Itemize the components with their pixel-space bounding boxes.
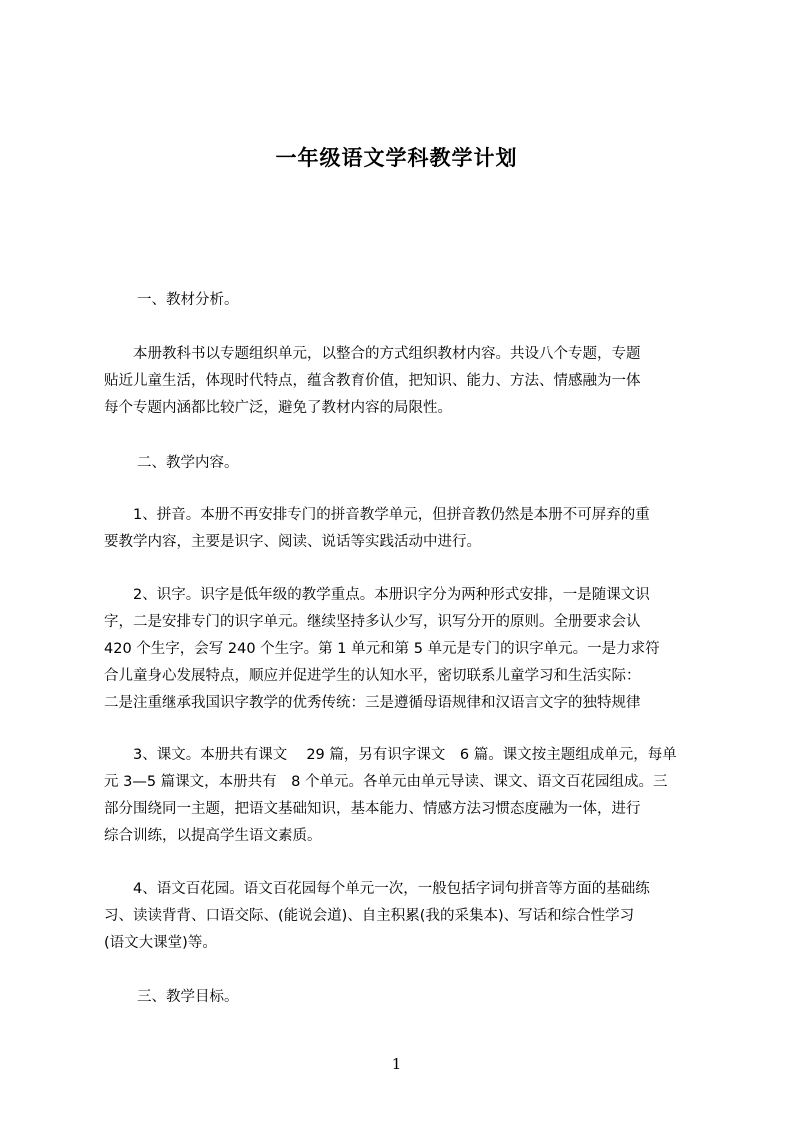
section-heading-teaching-goals: 三、教学目标。	[137, 989, 239, 1005]
text-line: 部分围绕同一主题，把语文基础知识，基本能力、情感方法习惯态度融为一体，进行	[104, 801, 641, 817]
text-line: 元 3—5 篇课文，本册共有 8 个单元。各单元由单元导读、课文、语文百花园组成。三	[104, 774, 668, 790]
section-heading-textbook-analysis: 一、教材分析。	[137, 292, 239, 308]
text-line: 4、语文百花园。语文百花园每个单元一次，一般包括字词句拼音等方面的基础练	[104, 881, 650, 897]
paragraph-texts	[104, 742, 700, 850]
text-line: 420 个生字，会写 240 个生字。第 1 单元和第 5 单元是专门的识字单元。一是力求符	[104, 641, 660, 657]
text-line: 要教学内容，主要是识字、阅读、说话等实践活动中进行。	[104, 534, 481, 550]
text-line: 习、读读背背、口语交际、(能说会道)、自主积累(我的采集本)、写话和综合性学习	[104, 908, 635, 924]
document-title: 一年级语文学科教学计划	[275, 146, 518, 170]
text-line: 2、识字。识字是低年级的教学重点。本册识字分为两种形式安排，一是随课文识	[104, 587, 650, 603]
text-line: 合儿童身心发展特点，顺应并促进学生的认知水平，密切联系儿童学习和生活实际：	[104, 668, 641, 684]
paragraph-textbook-analysis	[104, 341, 700, 422]
text-line: 本册教科书以专题组织单元，以整合的方式组织教材内容。共设八个专题，专题	[104, 346, 641, 362]
paragraph-chinese-garden	[104, 876, 700, 957]
text-line: 3、课文。本册共有课文 29 篇，另有识字课文 6 篇。课文按主题组成单元，每单	[104, 747, 677, 763]
text-line: 字，二是安排专门的识字单元。继续坚持多认少写，识写分开的原则。全册要求会认	[104, 614, 641, 630]
text-line: 二是注重继承我国识字教学的优秀传统：三是遵循母语规律和汉语言文字的独特规律	[104, 695, 641, 711]
paragraph-pinyin	[104, 502, 700, 556]
text-line: (语文大课堂)等。	[104, 935, 217, 951]
text-line: 综合训练，以提高学生语文素质。	[104, 828, 322, 844]
paragraph-literacy	[104, 582, 700, 717]
page-number: 1	[391, 1055, 402, 1073]
text-line: 每个专题内涵都比较广泛，避免了教材内容的局限性。	[104, 400, 452, 416]
text-line: 1、拼音。本册不再安排专门的拼音教学单元，但拼音教仍然是本册不可屏弃的重	[104, 507, 650, 523]
text-line: 贴近儿童生活，体现时代特点，蕴含教育价值，把知识、能力、方法、情感融为一体	[104, 373, 641, 389]
section-heading-teaching-content: 二、教学内容。	[137, 455, 239, 471]
